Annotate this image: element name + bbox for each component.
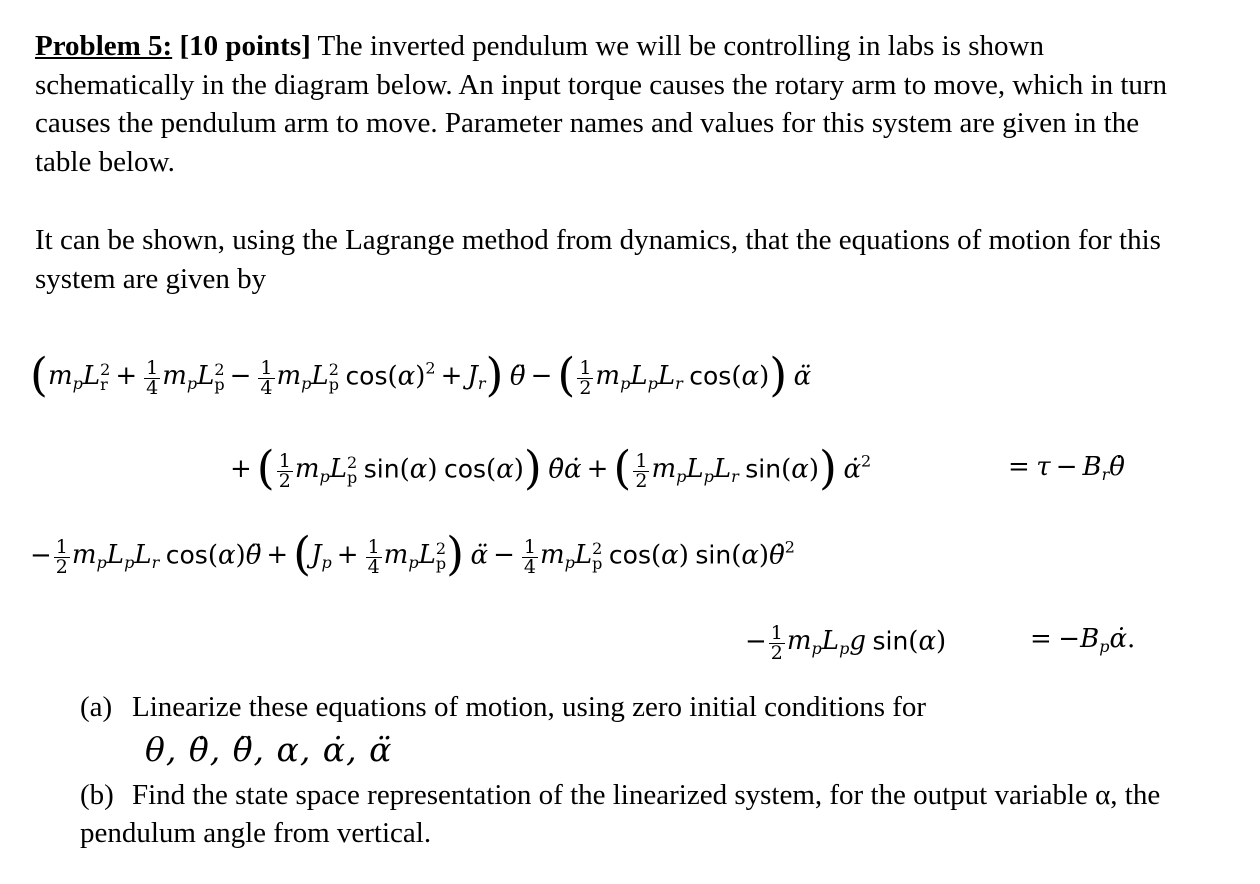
part-a (80, 688, 1210, 726)
part-b-label: (b) (80, 779, 114, 811)
eq1-rhs: = $\tau - B_r\thetȧ$ (1008, 452, 1125, 484)
problem-points: [10 points] (179, 30, 311, 62)
eq2-line2: − $\frac{1}{2}$ $m_pL_pg$ sin(α) (745, 622, 947, 664)
part-b-text: Find the state space representation of the linearized system, for the output variable α, the pendulum angle from vertical. (80, 779, 1161, 849)
part-a-label: (a) (80, 691, 113, 723)
lagrange-paragraph: It can be shown, using the Lagrange method from dynamics, that the equations of motion for this system are given by (35, 224, 1161, 295)
problem-statement (35, 27, 1195, 181)
eq2-rhs: = $-B_p\alphȧ$. (1030, 624, 1136, 656)
initial-condition-variables: θ, θ̇, θ̈, α, α̇, α̈ (145, 730, 393, 769)
part-b (80, 776, 1210, 852)
eq2-line1: − $\frac{1}{2}$ $m_pL_pL_r$ cos(α)θ̈ + ($J_p$ + $\frac{1}{4}$ $m_pL$ 2 p ) α̈ − $\frac{1}{4}$ $m_pL$ 2 p cos(α) sin(α)θ̇$^2$ (30, 526, 795, 581)
problem-intro: The inverted pendulum we will be controlling in labs is shown schematically in the diagram below. An input torque causes the rotary arm to move, which in turn causes the pendulum arm to move. Parameter names and values for this system are given in the table below. (35, 30, 1168, 178)
part-a-text: Linearize these equations of motion, using zero initial conditions for (132, 691, 927, 723)
problem-label: Problem 5: (35, 30, 173, 62)
eq1-line1: ($m_pL$ 2 r + $\frac{1}{4}$ $m_pL$ 2 p − $\frac{1}{4}$ $m_pL$ 2 p $\cos(\alpha)^2 + J_r$) θ̈ − ( $\frac{1}{2}$ $m_pL_pL_r$ cos(α)) α̈ (30, 347, 812, 402)
eq1-line2: + ( $\frac{1}{2}$ $m_pL$ 2 p sin(α) cos(α)) θ̇α̇ + ( $\frac{1}{2}$ $m_pL_pL_r$ sin(α)) α̇$^2$ (230, 440, 872, 495)
